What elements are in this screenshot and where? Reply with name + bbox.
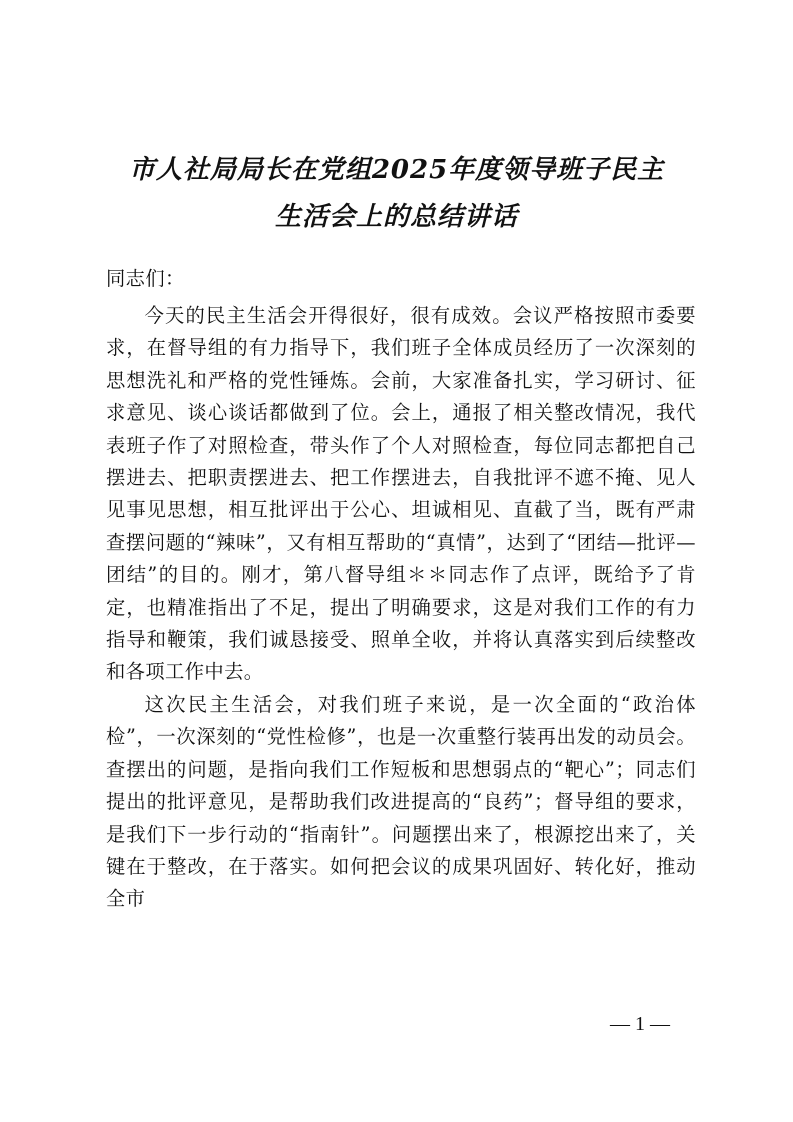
document-title-line-1: 市人社局局长在党组2025年度领导班子民主 xyxy=(128,155,665,185)
paragraph-2: 这次民主生活会，对我们班子来说，是一次全面的“政治体检”，一次深刻的“党性检修”，也是一次重整行装再出发的动员会。查摆出的问题，是指向我们工作短板和思想弱点的“靶心”；同志们提出的批评意见，是帮助我们改进提高的“良药”；督导组的要求，是我们下一步行动的“指南针”。问题摆出来了，根源挖出来了，关键在于整改，在于落实。如何把会议的成果巩固好、转化好，推动全市 xyxy=(106,692,696,911)
body-paragraphs xyxy=(106,300,696,916)
document-title-line-2: 生活会上的总结讲话 xyxy=(274,202,518,232)
paragraph-1: 今天的民主生活会开得很好，很有成效。会议严格按照市委要求，在督导组的有力指导下，我们班子全体成员经历了一次深刻的思想洗礼和严格的党性锤炼。会前，大家准备扎实，学习研讨、征求意见、谈心谈话都做到了位。会上，通报了相关整改情况，我代表班子作了对照检查，带头作了个人对照检查，每位同志都把自己摆进去、把职责摆进去、把工作摆进去，自我批评不遮不掩、见人见事见思想，相互批评出于公心、坦诚相见、直截了当，既有严肃查摆问题的“辣味”，又有相互帮助的“真情”，达到了“团结—批评—团结”的目的。刚才，第八督导组＊＊同志作了点评，既给予了肯定，也精准指出了不足，提出了明确要求，这是对我们工作的有力指导和鞭策，我们诚恳接受、照单全收，并将认真落实到后续整改和各项工作中去。 xyxy=(106,304,696,684)
salutation: 同志们： xyxy=(106,267,185,290)
page-number: — 1 — xyxy=(610,1013,670,1035)
